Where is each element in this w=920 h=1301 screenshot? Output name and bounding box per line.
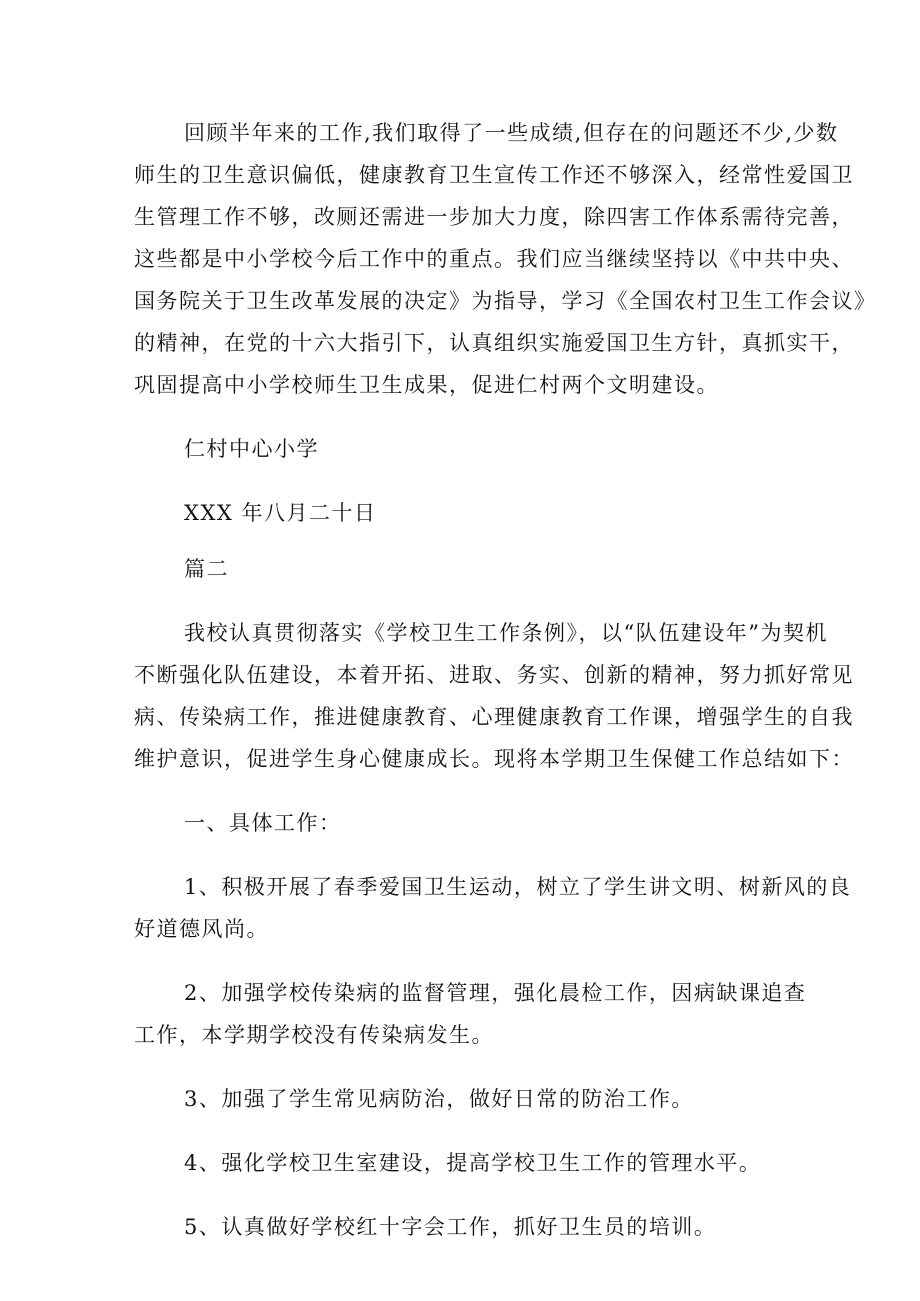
text-line: 我校认真贯彻落实《学校卫生工作条例》，以“队伍建设年”为契机 [184, 621, 828, 645]
text-line: 国务院关于卫生改革发展的决定》为指导，学习《全国农村卫生工作会议》 [134, 289, 877, 313]
text-line: 好道德风尚。 [134, 917, 269, 941]
text-line: 不断强化队伍建设，本着开拓、进取、务实、创新的精神，努力抓好常见 [134, 663, 854, 687]
list-item-2 [134, 972, 806, 1056]
text-line: 2、加强学校传染病的监督管理，强化晨检工作，因病缺课追查 [184, 981, 807, 1005]
text-line: 巩固提高中小学校师生卫生成果，促进仁村两个文明建设。 [134, 373, 719, 397]
signature-date: XXX 年八月二十日 [184, 501, 377, 525]
text-line: 这些都是中小学校今后工作中的重点。我们应当继续坚持以《中共中央、 [134, 247, 854, 271]
text-line: 病、传染病工作，推进健康教育、心理健康教育工作课，增强学生的自我 [134, 705, 854, 729]
document-body [134, 112, 877, 1248]
list-item-5: 5、认真做好学校红十字会工作，抓好卫生员的培训。 [184, 1215, 717, 1239]
paragraph-intro [134, 612, 854, 780]
section-title: 篇二 [184, 557, 229, 581]
text-line: 生管理工作不够，改厕还需进一步加大力度，除四害工作体系需待完善， [134, 205, 854, 229]
heading-specific-work: 一、具体工作： [184, 811, 342, 835]
list-item-4: 4、强化学校卫生室建设，提高学校卫生工作的管理水平。 [184, 1151, 762, 1175]
paragraph-review [134, 112, 877, 406]
signature-organization: 仁村中心小学 [184, 437, 319, 461]
text-line: 工作，本学期学校没有传染病发生。 [134, 1023, 494, 1047]
list-item-3: 3、加强了学生常见病防治，做好日常的防治工作。 [184, 1087, 694, 1111]
text-line: 师生的卫生意识偏低，健康教育卫生宣传工作还不够深入，经常性爱国卫 [134, 163, 854, 187]
text-line: 回顾半年来的工作,我们取得了一些成绩,但存在的问题还不少,少数 [184, 121, 839, 145]
text-line: 维护意识，促进学生身心健康成长。现将本学期卫生保健工作总结如下： [134, 747, 854, 771]
text-line: 1、积极开展了春季爱国卫生运动，树立了学生讲文明、树新风的良 [184, 875, 852, 899]
text-line: 的精神，在党的十六大指引下，认真组织实施爱国卫生方针，真抓实干， [134, 331, 854, 355]
list-item-1 [134, 866, 852, 950]
